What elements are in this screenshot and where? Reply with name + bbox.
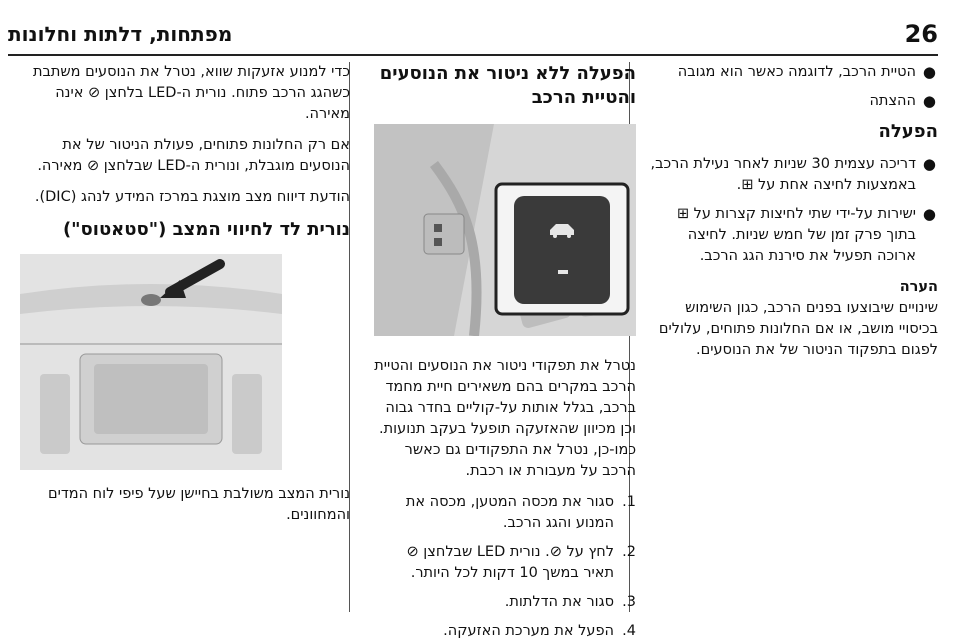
list-item: 2. לחץ על ⊘. נורית LED שבלחצן ⊘ תאיר במשך 10 דקות לכל היותר. xyxy=(406,544,636,581)
page-title: מפתחות, דלתות וחלונות xyxy=(8,22,233,46)
right-column xyxy=(646,62,938,622)
left-column xyxy=(20,62,350,622)
section-heading: נורית לד לחיווי המצב ("סטאטוס") xyxy=(62,219,350,240)
bullet-icon: ● xyxy=(922,155,936,173)
list-item: ● הטיית הרכב, לדוגמה כאשר הוא מגובה xyxy=(677,63,936,81)
list-item: 3. סגור את הדלתות. xyxy=(504,594,636,610)
list-item: ● דריכה עצמית 30 שניות לאחר נעילת הרכב, באמצעות לחיצה אחת על ⊞. xyxy=(650,155,936,193)
list-item: ● ההצתה xyxy=(869,92,936,110)
status-led-photo xyxy=(20,254,282,470)
page-number: 26 xyxy=(904,20,938,48)
dashboard-photo-illustration xyxy=(374,124,636,336)
bullet-icon: ● xyxy=(922,92,936,110)
section-heading: הפעלה xyxy=(878,121,938,142)
list-item: ● ישירות על-ידי שתי לחיצות קצרות על ⊞ בתוך פרק זמן של חמש שניות. לחיצה ארוכה תפעיל את סירנת הגג הרכב. xyxy=(676,205,936,264)
dashboard-led-illustration xyxy=(20,254,282,470)
page-header xyxy=(8,6,938,56)
list-item: 1. סגור את מכסה המטען, מכסה את המנוע והגג הרכב. xyxy=(405,494,636,531)
note-text: שינויים שיבוצעו בפנים הרכב, כגון השימוש בכיסויי מושב, או אם החלונות פתוחים, עלולים לפגום בתפקוד הניטור של את הנוסעים. xyxy=(658,300,938,358)
bullet-icon: ● xyxy=(922,205,936,223)
intro-text: נטרל את תפקודי ניטור את הנוסעים והטיית הרכב במקרים בהם משאירים חיית מחמד ברכב, בגלל אותות על-קוליים בחדר גבוה וכן מכיוון שהאזעקה תופעל בעקב תנועות. כמו-כן, נטרל את התפקודים גם כאשר הרכב על מעבורת או רכבת. xyxy=(374,358,636,479)
dashboard-button-photo xyxy=(374,124,636,336)
note-title: הערה xyxy=(899,279,938,295)
paragraph: אם רק החלונות פתוחים, פעולת הניטור של את הנוסעים מוגבלת, ונורית ה-LED שבלחצן ⊘ מאירה. xyxy=(37,137,350,174)
middle-column xyxy=(374,62,636,639)
list-item: 4. הפעל את מערכת האזעקה. xyxy=(443,623,636,639)
paragraph: הודעת דיווח מצב מוצגת במרכז המידע לנהג (DIC). xyxy=(34,189,350,205)
section-heading: הפעלה ללא ניטור את הנוסעים והטיית הרכב xyxy=(379,63,636,108)
paragraph: כדי למנוע אזעקות שווא, נטרל את הנוסעים משתבת כשהגג הרכב פתוח. נורית ה-LED בלחצן ⊘ אינה מאירה. xyxy=(32,64,350,122)
bullet-icon: ● xyxy=(922,63,936,81)
image-caption: נורית המצב משולבת בחיישן שעל פיפי לוח המדים והמחוונים. xyxy=(47,486,350,523)
